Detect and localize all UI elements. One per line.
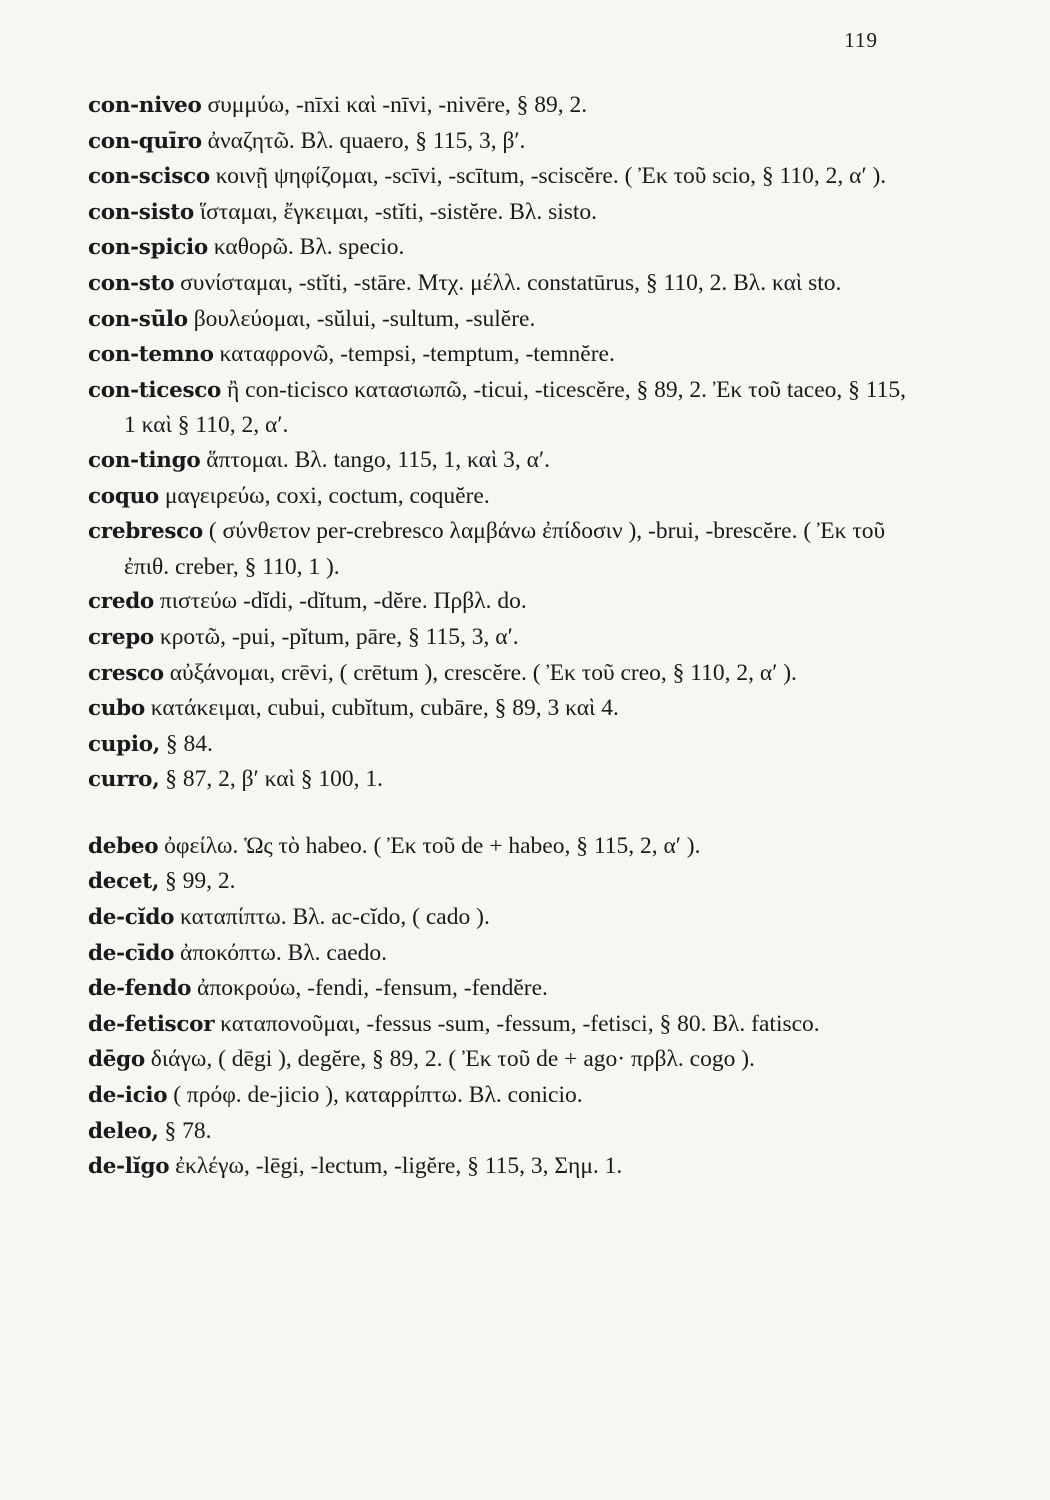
entry-definition: συνίσταμαι, -stĭti, -stāre. Μτχ. μέλλ. constatūrus, § 110, 2. Βλ. καὶ sto.	[180, 269, 842, 296]
entry-definition: καταπίπτω. Βλ. ac-cĭdo, ( cado ).	[180, 904, 490, 931]
entry-definition: § 78.	[164, 1117, 212, 1144]
entry-definition: § 99, 2.	[164, 868, 236, 895]
entry-definition: κατάκειμαι, cubui, cubĭtum, cubāre, § 89, 3 καὶ 4.	[150, 695, 619, 722]
dictionary-entry	[88, 230, 908, 266]
dictionary-entry	[88, 936, 908, 972]
entry-definition: ἐκλέγω, -lēgi, -lectum, -ligĕre, § 115, 3, Σημ. 1.	[175, 1153, 623, 1180]
dictionary-entry	[88, 302, 908, 338]
entry-headword: con-tingo	[88, 447, 201, 473]
entry-definition: ὀφείλω. Ὡς τὸ habeo. ( Ἐκ τοῦ de + habeo, § 115, 2, α′ ).	[164, 832, 701, 859]
dictionary-entry	[88, 1114, 908, 1150]
dictionary-entry	[88, 762, 908, 798]
entry-definition: καθορῶ. Βλ. specio.	[213, 234, 405, 261]
entry-headword: dēgo	[88, 1047, 145, 1073]
entry-headword: cubo	[88, 696, 145, 722]
entry-definition: καταπονοῦμαι, -fessus -sum, -fessum, -fetisci, § 80. Βλ. fatisco.	[220, 1010, 820, 1037]
entry-definition: μαγειρεύω, coxi, coctum, coquĕre.	[164, 482, 490, 509]
entry-headword: de-cĭdo	[88, 905, 175, 931]
dictionary-entry	[88, 691, 908, 727]
dictionary-entry	[88, 337, 908, 373]
entry-headword: cresco	[88, 660, 164, 686]
dictionary-entry	[88, 514, 908, 584]
entry-headword: con-niveo	[88, 93, 202, 118]
dictionary-entry	[88, 620, 908, 656]
entry-definition: βουλεύομαι, -sŭlui, -sultum, -sulĕre.	[193, 305, 536, 332]
entry-headword: con-spicio	[88, 235, 208, 261]
dictionary-entry	[88, 727, 908, 763]
entry-headword: crebresco	[88, 519, 203, 545]
entry-headword: con-sisto	[88, 199, 194, 225]
page-number: 119	[844, 28, 878, 52]
dictionary-entry	[88, 900, 908, 936]
entry-headword: con-ticesco	[88, 377, 222, 403]
entry-headword: con-temno	[88, 342, 214, 368]
dictionary-entry	[88, 656, 908, 692]
entry-definition: ἀποκρούω, -fendi, -fensum, -fendĕre.	[197, 975, 548, 1002]
entry-headword: de-cīdo	[88, 940, 175, 966]
entry-definition: ἢ con-ticisco κατασιωπῶ, -ticui, -ticescĕre, § 89, 2. Ἐκ τοῦ taceo, § 115, 1 καὶ § 110, 2, α′.	[124, 376, 907, 439]
entry-headword: con-quīro	[88, 128, 202, 154]
dictionary-entry	[88, 266, 908, 302]
entry-definition: κροτῶ, -pui, -pĭtum, pāre, § 115, 3, α′.	[159, 623, 519, 650]
dictionary-entry	[88, 1149, 908, 1185]
dictionary-entry	[88, 1007, 908, 1043]
entry-headword: de-icio	[88, 1083, 168, 1109]
entry-headword: de-lĭgo	[88, 1154, 170, 1180]
entry-definition: ( πρόφ. de-jicio ), καταρρίπτω. Βλ. conicio.	[173, 1082, 583, 1109]
dictionary-entry	[88, 971, 908, 1007]
entry-headword: credo	[88, 589, 154, 615]
dictionary-entry	[88, 443, 908, 479]
entry-definition: ἀναζητῶ. Βλ. quaero, § 115, 3, β′.	[207, 127, 526, 154]
entry-headword: con-sto	[88, 270, 175, 296]
dictionary-entry	[88, 1078, 908, 1114]
entry-definition: ἅπτομαι. Βλ. tango, 115, 1, καὶ 3, α′.	[206, 446, 550, 473]
entry-definition: συμμύω, -nīxi καὶ -nīvi, -nivēre, § 89, 2.	[207, 92, 588, 118]
entry-definition: ( σύνθετον per-crebresco λαμβάνω ἐπίδοσιν ), -brui, -brescĕre. ( Ἐκ τοῦ ἐπιθ. creber, § 110, 1 ).	[124, 518, 886, 580]
entry-headword: curro,	[88, 767, 160, 793]
entry-definition: § 87, 2, β′ καὶ § 100, 1.	[165, 766, 384, 793]
entry-definition: πιστεύω -dĭdi, -dĭtum, -dĕre. Πρβλ. do.	[159, 588, 527, 615]
dictionary-entry	[88, 124, 908, 160]
entry-headword: cupio,	[88, 731, 160, 757]
entry-definition: § 84.	[165, 730, 213, 757]
dictionary-entries	[88, 88, 908, 1185]
entry-headword: de-fetiscor	[88, 1011, 215, 1037]
dictionary-entry	[88, 195, 908, 231]
dictionary-entry	[88, 829, 908, 865]
entry-definition: κοινῇ ψηφίζομαι, -scīvi, -scītum, -sciscĕre. ( Ἐκ τοῦ scio, § 110, 2, α′ ).	[215, 163, 887, 190]
dictionary-entry	[88, 479, 908, 515]
entry-headword: coquo	[88, 483, 159, 509]
entry-definition: καταφρονῶ, -tempsi, -temptum, -temnĕre.	[219, 341, 615, 368]
entry-headword: decet,	[88, 869, 160, 895]
dictionary-entry	[88, 88, 908, 124]
entry-headword: con-sūlo	[88, 306, 188, 332]
dictionary-entry	[88, 373, 908, 443]
entry-headword: con-scisco	[88, 164, 210, 190]
entry-headword: debeo	[88, 833, 159, 859]
entry-definition: ἀποκόπτω. Βλ. caedo.	[180, 939, 388, 966]
entry-headword: crepo	[88, 624, 154, 650]
entry-headword: de-fendo	[88, 976, 192, 1002]
entry-headword: deleo,	[88, 1118, 159, 1144]
dictionary-entry	[88, 864, 908, 900]
entry-definition: διάγω, ( dēgi ), degĕre, § 89, 2. ( Ἐκ τοῦ de + ago· πρβλ. cogo ).	[150, 1046, 755, 1073]
entry-definition: ἵσταμαι, ἔγκειμαι, -stĭti, -sistĕre. Βλ. sisto.	[199, 198, 598, 225]
entry-definition: αὐξάνομαι, crēvi, ( crētum ), crescĕre. ( Ἐκ τοῦ creo, § 110, 2, α′ ).	[169, 659, 797, 686]
dictionary-entry	[88, 1042, 908, 1078]
dictionary-entry	[88, 159, 908, 195]
dictionary-entry	[88, 584, 908, 620]
